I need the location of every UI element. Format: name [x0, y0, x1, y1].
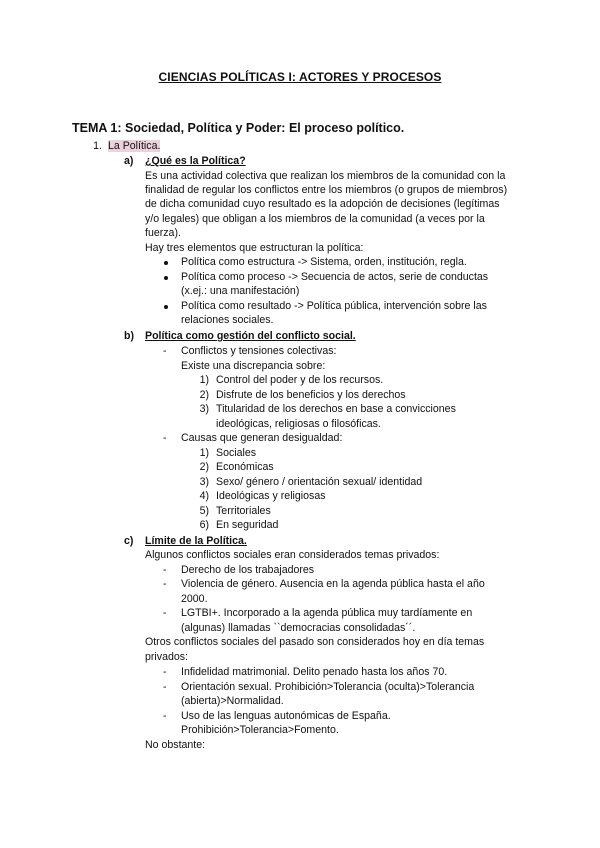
subsection-a-title: ¿Qué es la Política?	[145, 155, 246, 167]
subsection-b-label: b)	[124, 330, 134, 342]
list-item: Conflictos y tensiones colectivas:	[181, 345, 337, 357]
list-number: 1)	[199, 447, 209, 459]
paragraph-line: finalidad de regular los conflictos entre los miembros (o grupos de miembros)	[145, 184, 508, 196]
paragraph-line: No obstante:	[145, 739, 206, 751]
list-item: Infidelidad matrimonial. Delito penado hasta los años 70.	[181, 666, 448, 678]
list-item: LGTBI+. Incorporado a la agenda pública muy tardíamente en	[181, 607, 473, 619]
dash-marker: -	[163, 666, 167, 678]
list-number: 2)	[199, 389, 209, 401]
paragraph-line: Es una actividad colectiva que realizan los miembros de la comunidad con la	[145, 170, 506, 182]
list-item-cont: Existe una discrepancia sobre:	[181, 360, 326, 372]
subsection-c-title: Límite de la Política.	[145, 535, 247, 547]
dash-marker: -	[163, 345, 167, 357]
list-number: 6)	[199, 519, 209, 531]
dash-marker: -	[163, 564, 167, 576]
bullet-icon	[164, 305, 168, 309]
list-item: Orientación sexual. Prohibición>Tolerancia (oculta)>Tolerancia	[181, 681, 475, 693]
subsection-a-label: a)	[124, 155, 134, 167]
list-item: En seguridad	[216, 519, 279, 531]
list-item-cont: ideológicas, religiosas o filosóficas.	[216, 418, 381, 430]
bullet-icon	[164, 276, 168, 280]
list-number: 1)	[199, 374, 209, 386]
document-title: CIENCIAS POLÍTICAS I: ACTORES Y PROCESOS	[158, 70, 442, 84]
subsection-b-title: Política como gestión del conflicto social.	[145, 330, 356, 342]
paragraph-line: y/o legales) que obligan a los miembros de la comunidad (a veces por la	[145, 213, 485, 225]
section-title-highlight: La Política.	[108, 140, 161, 152]
list-item: Económicas	[216, 461, 274, 473]
paragraph-line: Algunos conflictos sociales eran considerados temas privados:	[145, 549, 440, 561]
tema-heading: TEMA 1: Sociedad, Política y Poder: El proceso político.	[72, 121, 405, 135]
list-item: Política como estructura -> Sistema, orden, institución, regla.	[181, 256, 467, 268]
list-item: Derecho de los trabajadores	[181, 564, 315, 576]
list-item-cont: relaciones sociales.	[181, 314, 274, 326]
dash-marker: -	[163, 432, 167, 444]
list-number: 5)	[199, 505, 209, 517]
dash-marker: -	[163, 681, 167, 693]
list-item: Titularidad de los derechos en base a convicciones	[216, 403, 456, 415]
list-item: Política como resultado -> Política pública, intervención sobre las	[181, 300, 487, 312]
list-number: 4)	[199, 490, 209, 502]
list-item: Territoriales	[216, 505, 271, 517]
list-item-cont: (algunas) llamadas ``democracias consolidadas´´.	[181, 622, 416, 634]
list-item: Violencia de género. Ausencia en la agenda pública hasta el año	[181, 578, 485, 590]
subsection-c-label: c)	[124, 535, 134, 547]
list-item: Causas que generan desigualdad:	[181, 432, 343, 444]
list-item-cont: (x.ej.: una manifestación)	[181, 285, 300, 297]
list-item: Control del poder y de los recursos.	[216, 374, 384, 386]
list-item: Sexo/ género / orientación sexual/ identidad	[216, 476, 423, 488]
dash-marker: -	[163, 710, 167, 722]
list-item: Sociales	[216, 447, 257, 459]
section-title	[108, 139, 160, 153]
list-item-cont: (abierta)>Normalidad.	[181, 695, 284, 707]
paragraph-line: Otros conflictos sociales del pasado son considerados hoy en día temas	[145, 636, 485, 648]
list-item: Disfrute de los beneficios y los derechos	[216, 389, 406, 401]
list-item: Ideológicas y religiosas	[216, 490, 326, 502]
paragraph-line: Hay tres elementos que estructuran la política:	[145, 242, 364, 254]
paragraph-line: fuerza).	[145, 227, 181, 239]
list-item-cont: 2000.	[181, 593, 208, 605]
list-item-cont: Prohibición>Tolerancia>Fomento.	[181, 724, 339, 736]
list-number: 2)	[199, 461, 209, 473]
list-number: 3)	[199, 403, 209, 415]
list-number: 3)	[199, 476, 209, 488]
list-item: Uso de las lenguas autonómicas de España.	[181, 710, 391, 722]
bullet-icon	[164, 261, 168, 265]
dash-marker: -	[163, 607, 167, 619]
dash-marker: -	[163, 578, 167, 590]
paragraph-line: privados:	[145, 651, 188, 663]
section-number: 1.	[93, 140, 102, 152]
paragraph-line: de dicha comunidad cuyo resultado es la adopción de decisiones (legítimas	[145, 198, 500, 210]
list-item: Política como proceso -> Secuencia de actos, serie de conductas	[181, 271, 489, 283]
